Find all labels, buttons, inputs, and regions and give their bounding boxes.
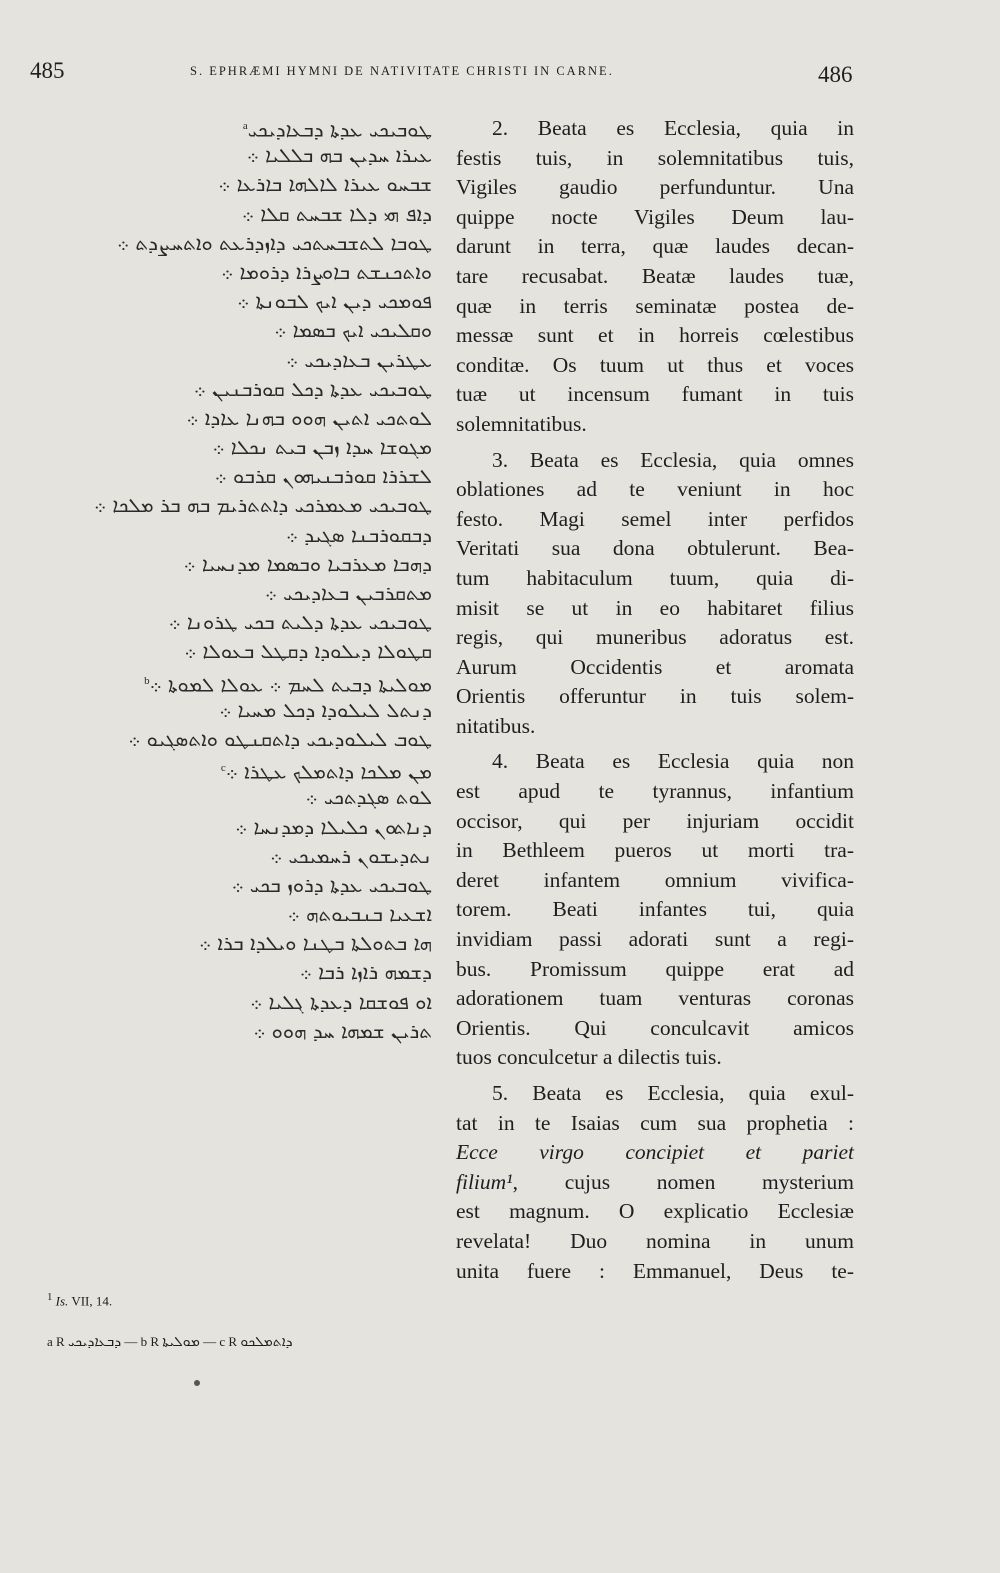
latin-line: festis tuis, in solemnitatibus tuis,: [456, 145, 854, 170]
syriac-line-text: ܡܬܩܪܒܝܢ ܒܥܐܕܝܟܝ ܀: [264, 581, 432, 605]
latin-line: deret infantem omnium vivifica-: [456, 867, 854, 892]
syriac-line-text: ܦܘܡܟܝ ܕܝܢ ܐܝܟ ܠܒܘܢܬܐ ܀: [237, 289, 432, 314]
latin-line: darunt in terra, quæ laudes decan-: [456, 234, 854, 259]
syriac-line: [158, 579, 432, 608]
latin-line: 5. Beata es Ecclesia, quia exul-: [492, 1081, 854, 1105]
syriac-line-text: ܡܢ ܡܠܟܐ ܕܐܬܡܠܟ ܥܛܪܐ ܀: [225, 759, 432, 784]
latin-line: tum habitaculum tuum, quia di-: [456, 565, 854, 590]
syriac-line: [158, 141, 432, 170]
syriac-line: [158, 287, 432, 316]
ink-dot: [194, 1380, 200, 1386]
latin-paragraph: [456, 1079, 854, 1286]
latin-line: unita fuere : Emmanuel, Deus te-: [456, 1258, 854, 1283]
syriac-line: [158, 1017, 432, 1046]
syriac-line-text: ܛܘܒܝܟܝ ܥܕܬܐ ܕܒܥܐܕܝܟܝ: [247, 117, 432, 142]
latin-line: occisor, qui per injuriam occidit: [456, 808, 854, 833]
syriac-line: [158, 258, 432, 287]
latin-line: festo. Magi semel inter perfidos: [456, 506, 854, 531]
syriac-line: [158, 200, 432, 229]
latin-line: messæ sunt et in horreis cœlestibus: [456, 323, 854, 348]
syriac-line: [158, 316, 432, 345]
syriac-line-text: ܠܫܪܪܐ ܩܘܪܒܢܝܗܘܢ ܩܪܒܘ ܀: [214, 464, 432, 489]
running-title: S. EPHRÆMI HYMNI DE NATIVITATE CHRISTI IN CARNE.: [190, 64, 614, 78]
syriac-line: [158, 929, 432, 958]
latin-line: conditæ. Os tuum ut thus et voces: [456, 352, 854, 377]
latin-paragraph: [456, 747, 854, 1073]
latin-line: revelata! Duo nomina in unum: [456, 1228, 854, 1253]
syriac-line-text: ܘܩܠܝܟܝ ܐܝܟ ܒܣܡܐ ܀: [274, 318, 432, 343]
footnote-number: 1: [47, 1291, 53, 1303]
variant-b-label: — b R: [124, 1334, 160, 1349]
syriac-line: [158, 112, 432, 141]
syriac-line-text: ܡܘܠܝܬܐ ܕܒܝܬ ܠܚܡ ܀ ܥܘܠܐ ܠܡܘܬܐ ܀: [149, 672, 432, 697]
latin-line: est apud te tyrannus, infantium: [456, 779, 854, 804]
latin-line: misit se ut in eo habitaret filius: [456, 595, 854, 620]
syriac-line: [158, 375, 432, 404]
latin-line: Orientis offeruntur in tuis solem-: [456, 684, 854, 709]
syriac-line: [158, 813, 432, 842]
textual-variants: [47, 1334, 293, 1350]
latin-line: Orientis. Qui conculcavit amicos: [456, 1015, 854, 1040]
variant-a-text: ܕܒܥܐܕܝܟܝ: [67, 1334, 122, 1350]
syriac-line-text: ܕܒܩܘܪܒܢܐ ܣܓܝܕ ܀: [285, 522, 432, 547]
variant-mark: b: [144, 674, 150, 687]
latin-line: oblationes ad te veniunt in hoc: [456, 477, 854, 502]
variant-mark: a: [242, 120, 248, 132]
variant-c-text: ܕܐܬܡܠܟܘ: [240, 1334, 293, 1350]
syriac-line-text: ܕܗܒܐ ܡܥܪܒܝܐ ܘܒܣܡܐ ܡܕܢܚܝܐ ܀: [183, 551, 432, 576]
latin-line: in Bethleem pueros ut morti tra-: [456, 838, 854, 863]
syriac-line: [158, 462, 432, 491]
syriac-line-text: ܡܓܘܫܐ ܚܕܐ ܙܒܢ ܒܝܬ ܢܟܠܐ ܀: [212, 435, 432, 460]
latin-paragraph: [456, 114, 854, 440]
syriac-line: [158, 433, 432, 462]
syriac-line: [158, 783, 432, 812]
syriac-line: [158, 170, 432, 199]
latin-line: 3. Beata es Ecclesia, quia omnes: [492, 447, 854, 472]
syriac-line-text: ܕܐܦ ܗܝ ܕܠܐ ܫܒܚܬ ܩܠܐ ܀: [241, 201, 432, 226]
syriac-line-text: ܢܬܕܝܫܘܢ ܪܚܡܝܟܝ ܀: [270, 843, 432, 868]
page-number-left: 485: [30, 58, 65, 83]
syriac-text-column: [93, 112, 432, 1046]
latin-line: adorationem tuam venturas coronas: [456, 986, 854, 1011]
syriac-line-text: ܕܢܐܬܘܢ ܟܠܝܠܐ ܕܡܕܢܚܐ ܀: [235, 814, 432, 839]
latin-line: tuos conculcetur a dilectis tuis.: [456, 1045, 722, 1070]
latin-paragraph: [456, 446, 854, 742]
syriac-line-text: ܩܛܘܠܐ ܕܝܠܘܕܐ ܕܩܛܠ ܒܥܘܠܐ ܀: [184, 639, 432, 664]
latin-line: Ecce virgo concipiet et pariet: [456, 1140, 854, 1165]
footnote-reference: VII, 14.: [71, 1293, 113, 1309]
syriac-line-text: ܛܘܒ ܠܝܠܘܕܝܟܝ ܕܐܬܩܢܛܘ ܘܐܬܣܓܝܘ ܀: [128, 726, 432, 751]
syriac-line: [158, 521, 432, 550]
syriac-line-text: ܛܘܒܝܟܝ ܥܕܬܐ ܕܠܝܬ ܒܟܝ ܛܪܘܢܐ ܀: [168, 610, 432, 635]
latin-line: tare recusabat. Beatæ laudes tuæ,: [456, 263, 854, 288]
syriac-line-text: ܥܝܪܐ ܚܕܝܢ ܒܗ ܒܠܠܝܐ ܀: [246, 143, 432, 168]
syriac-line-text: ܐܫܥܝܐ ܒܢܒܝܘܬܗ ܀: [287, 902, 432, 927]
syriac-line: [128, 725, 432, 754]
latin-line: Vigiles gaudio perfunduntur. Una: [456, 175, 854, 200]
syriac-line: [158, 900, 432, 929]
latin-text-column: [456, 114, 854, 1286]
syriac-line: [158, 637, 432, 666]
syriac-line-text: ܫܒܚܘ ܥܝܪܐ ܠܐܠܗܐ ܒܐܪܥܐ ܀: [218, 172, 432, 197]
variant-mark: c: [220, 762, 226, 775]
latin-line: Veritati sua dona obtulerunt. Bea-: [456, 536, 854, 561]
syriac-line-text: ܐܘ ܦܘܫܩܐ ܕܥܕܬܐ ܓܠܝܐ ܀: [250, 989, 432, 1014]
syriac-line: [93, 491, 432, 520]
syriac-line: [158, 871, 432, 900]
syriac-line-text: ܛܘܒܝܟܝ ܥܕܬܐ ܕܪܘܙ ܒܟܝ ܀: [231, 872, 432, 897]
latin-line: nitatibus.: [456, 713, 536, 738]
latin-line: Aurum Occidentis et aromata: [456, 654, 854, 679]
latin-line: 2. Beata es Ecclesia, quia in: [492, 116, 854, 140]
syriac-line-text: ܛܘܒܝܟܝ ܥܕܬܐ ܕܟܠ ܩܘܪܒܢܝܢ ܀: [193, 376, 432, 401]
latin-line: tat in te Isaias cum sua prophetia :: [456, 1110, 854, 1135]
syriac-line-text: ܛܘܒܐ ܠܬܫܒܚܬܟܝ ܕܐܙܕܪܥܬ ܘܐܬܚܨܕܬ ܀: [117, 230, 432, 255]
latin-line: bus. Promissum quippe erat ad: [456, 956, 854, 981]
syriac-line: [158, 346, 432, 375]
syriac-line: [158, 608, 432, 637]
footnote: [47, 1291, 112, 1309]
latin-line: torem. Beati infantes tui, quia: [456, 897, 854, 922]
syriac-line-text: ܘܐܬܟܢܫܬ ܒܐܘܨܪܐ ܕܪܘܡܐ ܀: [221, 259, 432, 284]
page-header: [0, 58, 1000, 92]
page-number-right: 486: [818, 62, 853, 87]
syriac-line-text: ܠܘܬܟܝ ܐܬܝܢ ܗܘܘ ܒܗܢܐ ܥܐܕܐ ܀: [186, 405, 432, 430]
syriac-line: [158, 842, 432, 871]
syriac-line-text: ܕܫܡܗ ܪܐܙܐ ܪܒܐ ܀: [299, 960, 432, 985]
latin-line: regis, qui muneribus adoratus est.: [456, 625, 854, 650]
latin-line: invidiam passi adorati sunt a regi-: [456, 927, 854, 952]
syriac-line: [158, 404, 432, 433]
latin-line: quæ in terris seminatæ postea de-: [456, 293, 854, 318]
syriac-line-text: ܥܛܪܝܢ ܒܥܐܕܝܟܝ ܀: [286, 347, 432, 372]
syriac-line: [158, 958, 432, 987]
syriac-line: [117, 229, 432, 258]
syriac-line-text: ܕܢܬܠ ܠܝܠܘܕܐ ܕܟܠ ܡܚܝܐ ܀: [219, 697, 432, 722]
syriac-line: [158, 696, 432, 725]
latin-line: tuæ ut incensum fumant in tuis: [456, 382, 854, 407]
latin-line: quippe nocte Vigiles Deum lau-: [456, 204, 854, 229]
variant-c-label: — c R: [203, 1334, 238, 1349]
latin-line: est magnum. O explicatio Ecclesiæ: [456, 1199, 854, 1224]
syriac-line: [144, 667, 432, 697]
syriac-line: [158, 988, 432, 1017]
variant-b-text: ܡܘܠܝܬܐ: [162, 1334, 200, 1350]
syriac-line-text: ܠܘܬ ܣܓܕܬܟܝ ܀: [305, 785, 432, 810]
variant-a-label: a R: [47, 1334, 65, 1349]
syriac-line-text: ܛܘܒܝܟܝ ܡܥܡܪܟܝ ܕܐܬܬܪܝܡ ܒܗ ܒܪ ܡܠܟܐ ܀: [93, 493, 432, 518]
latin-line: 4. Beata es Ecclesia quia non: [492, 749, 854, 774]
latin-line: filium¹, cujus nomen mysterium: [456, 1169, 854, 1194]
latin-line: solemnitatibus.: [456, 411, 587, 436]
syriac-line: [158, 550, 432, 579]
footnote-source: Is.: [55, 1293, 69, 1309]
syriac-line-text: ܗܐ ܒܬܘܠܬܐ ܒܛܢܐ ܘܝܠܕܐ ܒܪܐ ܀: [199, 931, 432, 956]
syriac-line-text: ܬܪܝܢ ܫܡܗܐ ܚܕ ܗܘܘ ܀: [253, 1018, 432, 1043]
syriac-line: [158, 754, 432, 783]
